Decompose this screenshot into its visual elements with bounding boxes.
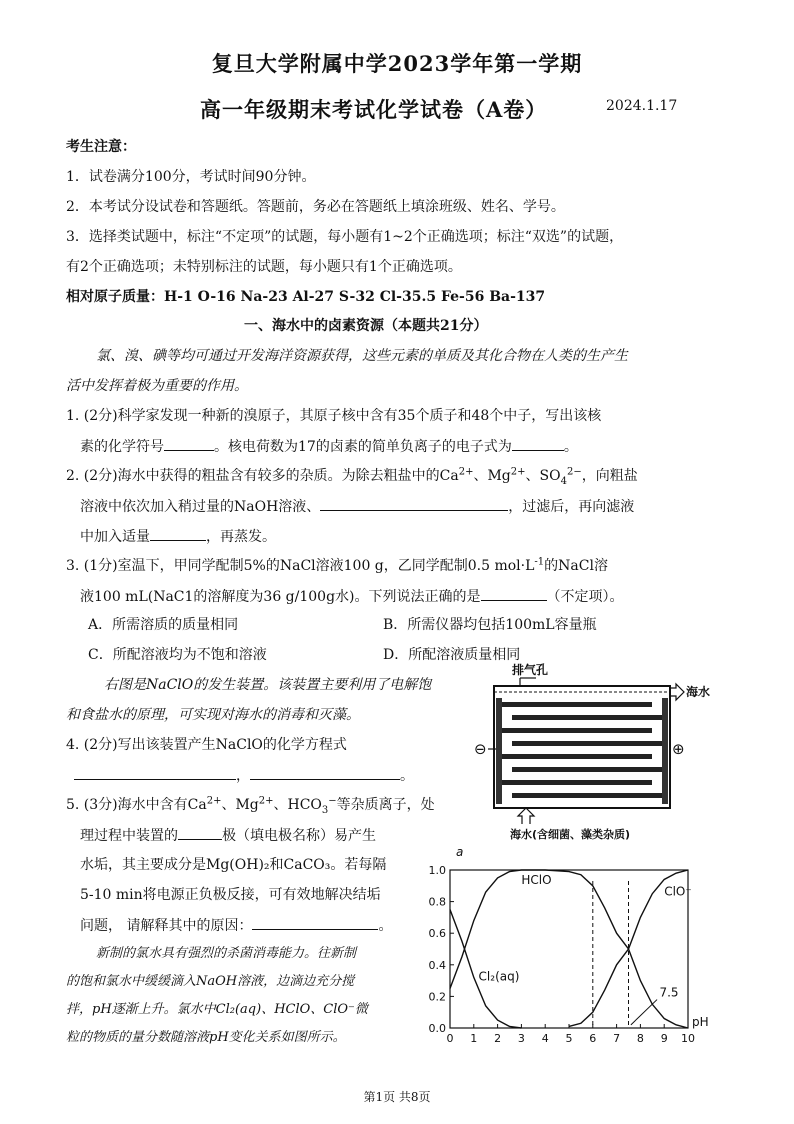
y-tick-label: 0.4: [428, 958, 446, 972]
para3-line-4: 粒的物质的量分数随溶液pH变化关系如图所示。: [66, 1030, 346, 1045]
outlet-arrow-icon: [670, 684, 684, 700]
q4-comma: ，: [236, 768, 250, 784]
q5-line-5: [80, 915, 392, 936]
x-axis-label: pH: [692, 1015, 709, 1029]
q4-blank-1[interactable]: [74, 765, 236, 780]
q3-option-b[interactable]: B．所需仪器均包括100mL容量瓶: [383, 617, 597, 633]
x-tick-label: 6: [589, 1032, 597, 1045]
q2-text-f: ，过滤后，再向滤液: [508, 499, 635, 515]
x-tick-label: 4: [541, 1032, 549, 1045]
q3-line-1: [66, 556, 608, 576]
q2-text-a: 2. (2分)海水中获得的粗盐含有较多的杂质。为除去粗盐中的Ca: [66, 468, 459, 484]
q5-text-b: 、Mg: [221, 797, 259, 813]
q5-blank-1[interactable]: [178, 825, 222, 840]
x-tick-label: 1: [470, 1032, 478, 1045]
q3-blank[interactable]: [481, 586, 547, 601]
notice-item-3-cont: 有2个正确选项；未特别标注的试题，每小题只有1个正确选项。: [66, 259, 462, 275]
q3-sup: -1: [534, 556, 545, 568]
x-tick-label: 7: [613, 1032, 621, 1045]
q2-line-3: [80, 526, 276, 547]
q2-sup-2: 2+: [510, 466, 526, 478]
notice-heading: 考生注意：: [66, 139, 136, 155]
positive-terminal-icon: ⊕: [672, 740, 685, 758]
x-tick-label: 3: [517, 1032, 525, 1045]
q3-option-c[interactable]: C．所配溶液均为不饱和溶液: [88, 647, 267, 663]
q5-sup-3: −: [328, 795, 337, 807]
q3-text-d: （不定项）。: [546, 589, 624, 605]
negative-terminal-icon: ⊖: [474, 740, 487, 758]
q2-text-b: 、Mg: [473, 468, 511, 484]
q4-blank-2[interactable]: [250, 765, 400, 780]
q2-text-d: ，向粗盐: [581, 468, 638, 484]
q2-text-c: 、SO: [525, 468, 561, 484]
q5-text-h: 。: [378, 918, 393, 934]
q5-line-2: [80, 825, 376, 846]
para3-line-2: 的饱和氯水中缓缓滴入NaOH溶液，边滴边充分搅: [66, 974, 355, 989]
naclo-apparatus-diagram: [470, 662, 710, 844]
notice-item-1: 1．试卷满分100分，考试时间90分钟。: [66, 169, 316, 185]
q2-text-h: ，再蒸发。: [206, 529, 276, 545]
x-tick-label: 9: [660, 1032, 668, 1045]
q2-text-e: 溶液中依次加入稍过量的NaOH溶液、: [80, 499, 321, 515]
q5-text-f: 极（填电极名称）易产生: [222, 828, 376, 844]
q5-sup-2: 2+: [258, 795, 274, 807]
q2-line-1: [66, 466, 638, 486]
atomic-mass: [66, 287, 545, 307]
para2-line-2: 和食盐水的原理，可实现对海水的消毒和灭藻。: [66, 707, 360, 723]
q1-line-1: 1. (2分)科学家发现一种新的溴原子，其原子核中含有35个质子和48个中子，写出该核: [66, 408, 602, 424]
q5-line-1: [66, 795, 435, 815]
paper-subtitle: 高一年级期末考试化学试卷（A卷）: [200, 97, 548, 122]
q4-end: 。: [400, 768, 414, 784]
y-tick-label: 1.0: [428, 864, 446, 877]
q5-text-d: 等杂质离子，处: [336, 797, 435, 813]
y-axis-label: a: [456, 845, 464, 859]
q5-blank-2[interactable]: [252, 915, 378, 930]
q3-option-d[interactable]: D．所配溶液质量相同: [383, 647, 521, 663]
q3-option-a[interactable]: A．所需溶质的质量相同: [88, 617, 239, 633]
para3-line-1: 新制的氯水具有强烈的杀菌消毒能力。往新制: [96, 946, 357, 961]
x-tick-label: 10: [681, 1032, 695, 1045]
q1-text-c: 。: [563, 439, 578, 455]
x-tick-label: 0: [446, 1032, 454, 1045]
q3-line-2: [80, 586, 624, 607]
q3-text-a: 3. (1分)室温下，甲同学配制5%的NaCl溶液100 g，乙同学配制0.5 mol·L: [66, 558, 535, 574]
q2-sup-1: 2+: [458, 466, 474, 478]
q1-blank-1[interactable]: [164, 436, 214, 451]
q5-sub: 3: [321, 804, 329, 816]
outlet-label: 海水: [686, 685, 710, 699]
q3-text-b: 的NaCl溶: [544, 558, 608, 574]
q1-text-b: 。核电荷数为17的卤素的简单负离子的电子式为: [214, 439, 512, 455]
vent-label: 排气孔: [512, 663, 549, 677]
annotation-label: 7.5: [659, 985, 679, 1000]
atomic-mass-text: 相对原子质量：H-1 O-16 Na-23 Al-27 S-32 Cl-35.5 Fe-56 Ba-137: [66, 289, 546, 305]
para3-line-3: 拌，pH逐渐上升。氯水中Cl₂(aq)、HClO、ClO⁻微: [66, 1002, 368, 1017]
paper-title: 复旦大学附属中学2023学年第一学期: [211, 51, 583, 76]
q2-blank-1[interactable]: [320, 496, 508, 511]
q3-text-c: 液100 mL(NaC1的溶解度为36 g/100g水)。下列说法正确的是: [80, 589, 481, 605]
q2-line-2: [80, 496, 634, 517]
inlet-label: 海水(含细菌、藻类杂质): [510, 828, 631, 841]
q5-text-c: 、HCO: [273, 797, 322, 813]
q5-line-3: 水垢，其主要成分是Mg(OH)₂和CaCO₃。若每隔: [80, 857, 387, 873]
q5-line-4: 5-10 min将电源正负极反接，可有效地解决结垢: [80, 887, 381, 903]
clo-label: ClO⁻: [664, 884, 692, 899]
q1-blank-2[interactable]: [512, 436, 564, 451]
intro-line-2: 活中发挥着极为重要的作用。: [66, 378, 248, 394]
x-tick-label: 8: [636, 1032, 644, 1045]
cl2-label: Cl₂(aq): [478, 969, 520, 984]
q4-line-2: [74, 765, 414, 786]
page-footer: 第1页 共8页: [363, 1090, 431, 1104]
annotation-leader-line: [631, 1000, 657, 1025]
q5-sup-1: 2+: [206, 795, 222, 807]
q5-text-g: 问题， 请解释其中的原因：: [80, 918, 253, 934]
q2-text-g: 中加入适量: [80, 529, 150, 545]
y-tick-label: 0.2: [428, 990, 446, 1004]
inlet-arrow-icon: [518, 808, 534, 824]
hclo-label: HClO: [521, 873, 552, 888]
speciation-chart: [420, 842, 730, 1052]
section-title: 一、海水中的卤素资源（本题共21分）: [244, 318, 488, 334]
y-tick-label: 0.6: [428, 927, 446, 941]
y-tick-label: 0.8: [428, 895, 446, 909]
q4-line-1: 4. (2分)写出该装置产生NaClO的化学方程式: [66, 737, 347, 753]
x-tick-label: 2: [494, 1032, 502, 1045]
exam-date: 2024.1.17: [606, 98, 678, 114]
x-tick-label: 5: [565, 1032, 573, 1045]
notice-item-3: 3．选择类试题中，标注“不定项”的试题，每小题有1~2个正确选项；标注“双选”的试题，: [66, 229, 624, 245]
q1-text-a: 素的化学符号: [80, 439, 164, 455]
notice-item-2: 2．本考试分设试卷和答题纸。答题前，务必在答题纸上填涂班级、姓名、学号。: [66, 199, 565, 215]
q5-text-a: 5. (3分)海水中含有Ca: [66, 797, 207, 813]
q2-sub: 4: [560, 475, 567, 487]
q2-blank-2[interactable]: [150, 526, 206, 541]
q5-text-e: 理过程中装置的: [80, 828, 178, 844]
q2-sup-3: 2−: [566, 466, 582, 478]
y-tick-label: 0.0: [428, 1022, 446, 1035]
intro-line-1: 氯、溴、碘等均可通过开发海洋资源获得，这些元素的单质及其化合物在人类的生产生: [96, 348, 628, 364]
para2-line-1: 右图是NaClO的发生装置。该装置主要利用了电解饱: [104, 677, 432, 693]
q1-line-2: [80, 436, 578, 457]
